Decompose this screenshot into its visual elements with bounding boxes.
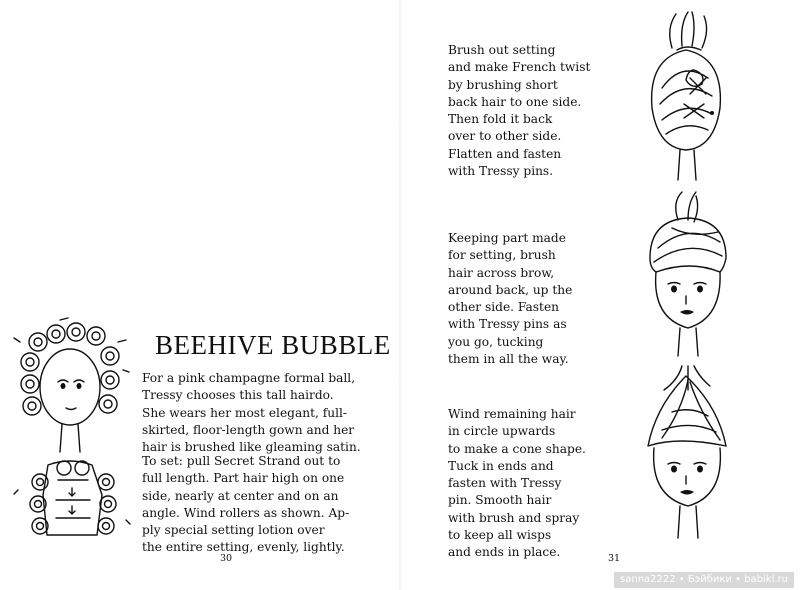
- page-title: BEEHIVE BUBBLE: [155, 330, 391, 360]
- setting-instructions: To set: pull Secret Strand out to full length. Part hair high on one side, nearly at center and on an angle. Wind rollers as shown. Ap- ply special setting lotion over the entire setting, evenly, lightly.: [142, 454, 350, 555]
- step-3-text: Wind remaining hair in circle upwards to make a cone shape. Tuck in ends and fasten with Tressy pin. Smooth hair with brush and spray to keep all wisps and ends in place.: [448, 407, 586, 560]
- right-page: [400, 0, 800, 590]
- page-number-left: 30: [220, 553, 233, 564]
- step-1-text: Brush out setting and make French twist by brushing short back hair to one side. Then fold it back over to other side. Flatten and fasten with Tressy pins.: [448, 43, 591, 179]
- wrapped-hair-face-illustration: [632, 188, 742, 358]
- head-with-rollers-back-illustration: [8, 460, 133, 555]
- intro-paragraph: For a pink champagne formal ball, Tressy chooses this tall hairdo. She wears her most elegant, full- skirted, floor-length gown and her hair is brushed like gleaming satin.: [142, 371, 361, 455]
- cone-beehive-face-illustration: [632, 362, 742, 562]
- page-number-right: 31: [608, 553, 621, 564]
- watermark: sanna2222 • Бэйбики • babiki.ru: [614, 572, 794, 588]
- step-2-text: Keeping part made for setting, brush hair across brow, around back, up the other side. Fasten with Tressy pins as you go, tucking them in all the way.: [448, 231, 573, 367]
- french-twist-back-illustration: [632, 8, 742, 183]
- head-with-rollers-front-illustration: [8, 312, 133, 462]
